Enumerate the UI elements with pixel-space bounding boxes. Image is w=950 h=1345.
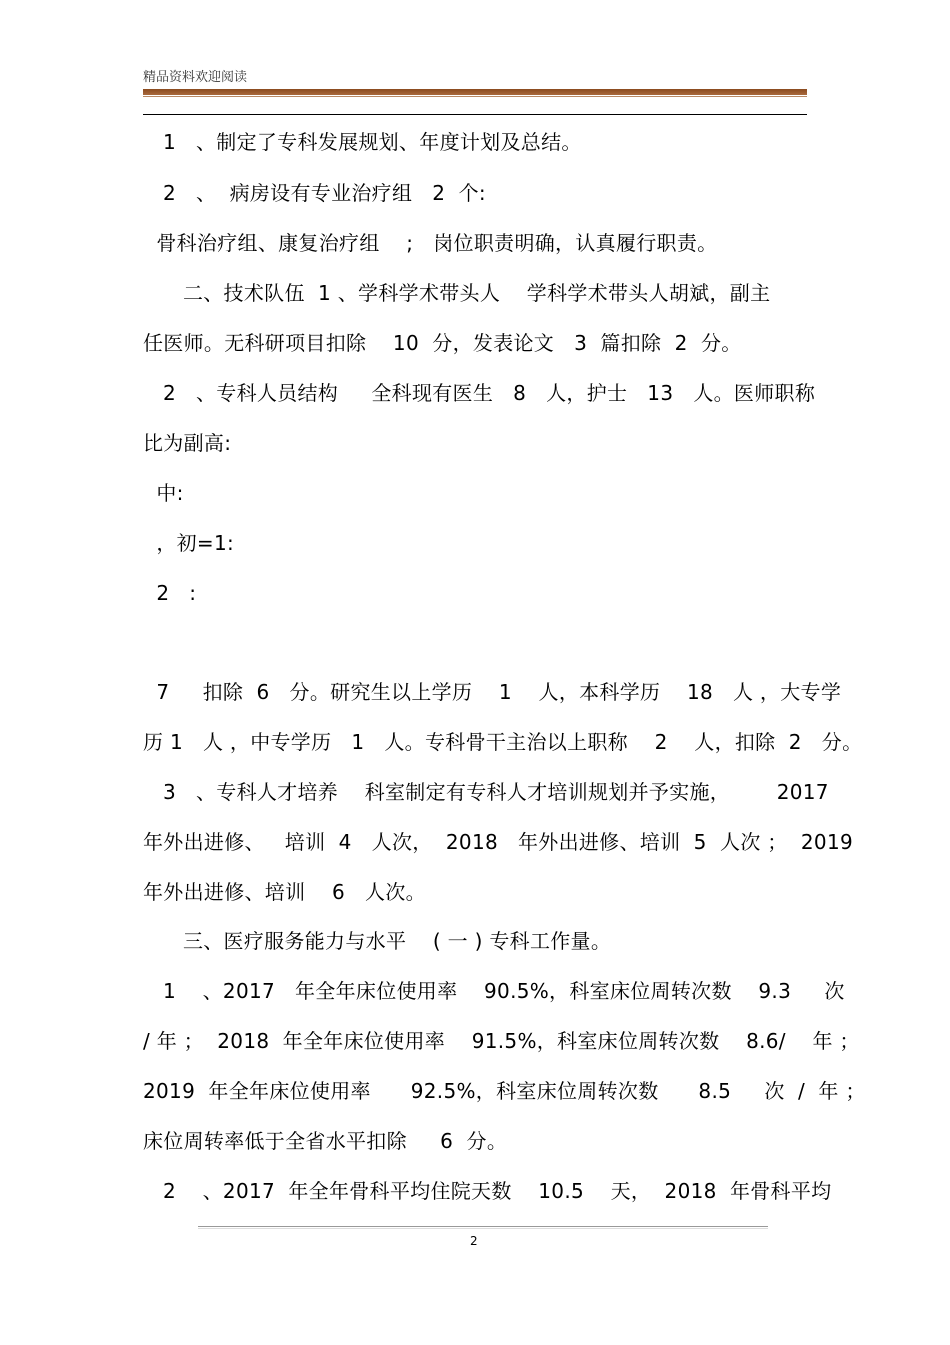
body-line: 2 、 病房设有专业治疗组 2 个: bbox=[143, 181, 486, 205]
body-line: 三、医疗服务能力与水平 ( 一 ) 专科工作量。 bbox=[143, 929, 612, 953]
body-line: 2 : bbox=[143, 581, 197, 605]
body-line: / 年 ； 2018 年全年床位使用率 91.5%，科室床位周转次数 8.6/ 年 ； bbox=[143, 1029, 860, 1053]
body-line: 任医师。无科研项目扣除 10 分，发表论文 3 篇扣除 2 分。 bbox=[143, 331, 742, 355]
page-header-text: 精品资料欢迎阅读 bbox=[143, 70, 248, 85]
body-line: ，初=1: bbox=[143, 531, 235, 555]
footer-rule-shadow bbox=[198, 1228, 768, 1229]
body-line: 年外出进修、培训 6 人次。 bbox=[143, 880, 426, 904]
header-rule-thick bbox=[143, 89, 807, 95]
body-line: 2019 年全年床位使用率 92.5%，科室床位周转次数 8.5 次 / 年 ； bbox=[143, 1079, 866, 1103]
body-line: 2 、2017 年全年骨科平均住院天数 10.5 天， 2018 年骨科平均 bbox=[143, 1179, 832, 1203]
body-line: 比为副高: bbox=[143, 431, 232, 455]
footer-rule bbox=[198, 1226, 768, 1227]
body-line: 历 1 人 ，中专学历 1 人。专科骨干主治以上职称 2 人，扣除 2 分。 bbox=[143, 730, 863, 754]
page-number: 2 bbox=[470, 1234, 478, 1248]
body-line: 二、技术队伍 1 、学科学术带头人 学科学术带头人胡斌，副主 bbox=[143, 281, 771, 305]
body-line: 床位周转率低于全省水平扣除 6 分。 bbox=[143, 1129, 508, 1153]
header-rule-line bbox=[143, 114, 807, 115]
body-line: 中: bbox=[143, 481, 184, 505]
body-line: 3 、专科人才培养 科室制定有专科人才培训规划并予实施， 2017 bbox=[143, 780, 829, 804]
body-line: 7 扣除 6 分。研究生以上学历 1 人，本科学历 18 人 ，大专学 bbox=[143, 680, 842, 704]
body-line: 1 、2017 年全年床位使用率 90.5%，科室床位周转次数 9.3 次 bbox=[143, 979, 845, 1003]
body-line: 骨科治疗组、康复治疗组 ; 岗位职责明确，认真履行职责。 bbox=[143, 231, 718, 255]
body-line: 1 、制定了专科发展规划、年度计划及总结。 bbox=[143, 130, 582, 154]
body-line: 2 、专科人员结构 全科现有医生 8 人，护士 13 人。医师职称 bbox=[143, 381, 816, 405]
header-rule-thin bbox=[143, 96, 807, 97]
body-line: 年外出进修、 培训 4 人次， 2018 年外出进修、培训 5 人次 ； 2019 bbox=[143, 830, 853, 854]
